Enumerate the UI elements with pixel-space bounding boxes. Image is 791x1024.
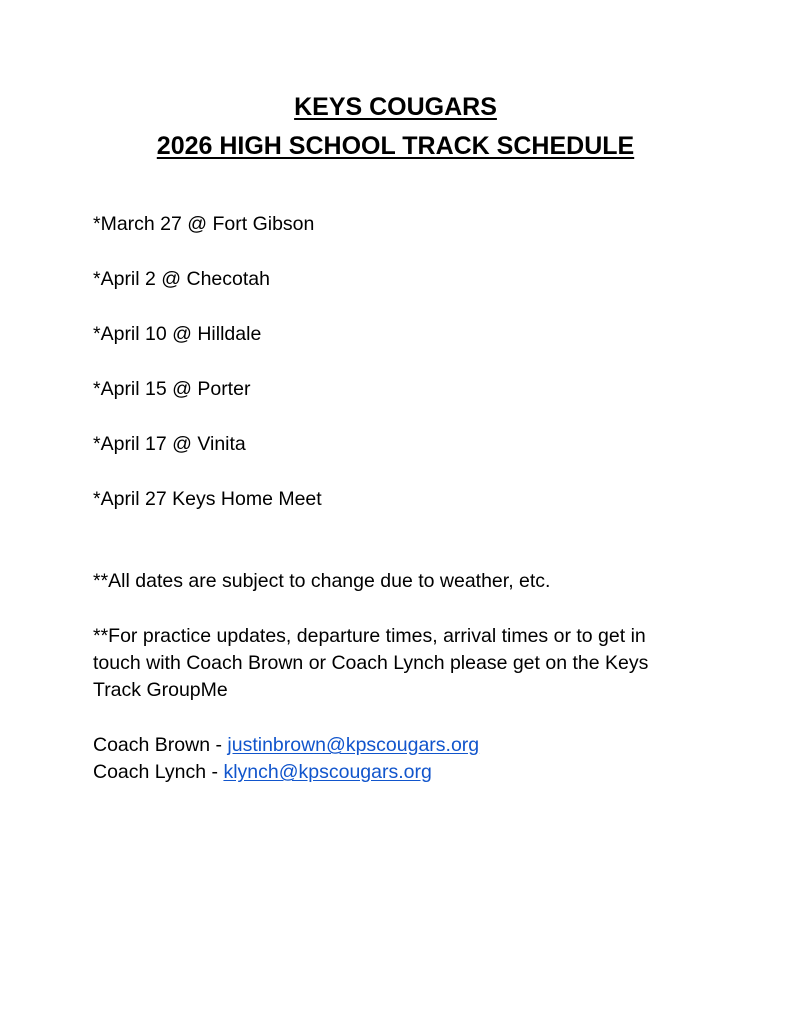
schedule-item: *April 27 Keys Home Meet [93, 488, 322, 510]
weather-note: **All dates are subject to change due to weather, etc. [93, 570, 551, 592]
email-link-coach-brown[interactable]: justinbrown@kpscougars.org [227, 734, 480, 756]
practice-note-line: touch with Coach Brown or Coach Lynch please get on the Keys [93, 652, 649, 674]
document-subtitle: 2026 HIGH SCHOOL TRACK SCHEDULE [156, 132, 635, 160]
schedule-item: *April 15 @ Porter [93, 378, 251, 400]
contact-label: Coach Lynch - [93, 761, 224, 783]
contact-label: Coach Brown - [93, 734, 228, 756]
contact-coach-lynch [93, 759, 432, 785]
document-title: KEYS COUGARS [294, 93, 497, 121]
email-link-coach-lynch[interactable]: klynch@kpscougars.org [223, 761, 432, 783]
schedule-item: *April 17 @ Vinita [93, 433, 246, 455]
schedule-item: *March 27 @ Fort Gibson [93, 213, 315, 235]
schedule-item: *April 2 @ Checotah [93, 268, 270, 290]
contact-coach-brown [93, 732, 479, 758]
schedule-item: *April 10 @ Hilldale [93, 323, 262, 345]
practice-note-line: **For practice updates, departure times, arrival times or to get in [93, 625, 646, 647]
practice-note-line: Track GroupMe [93, 679, 228, 701]
